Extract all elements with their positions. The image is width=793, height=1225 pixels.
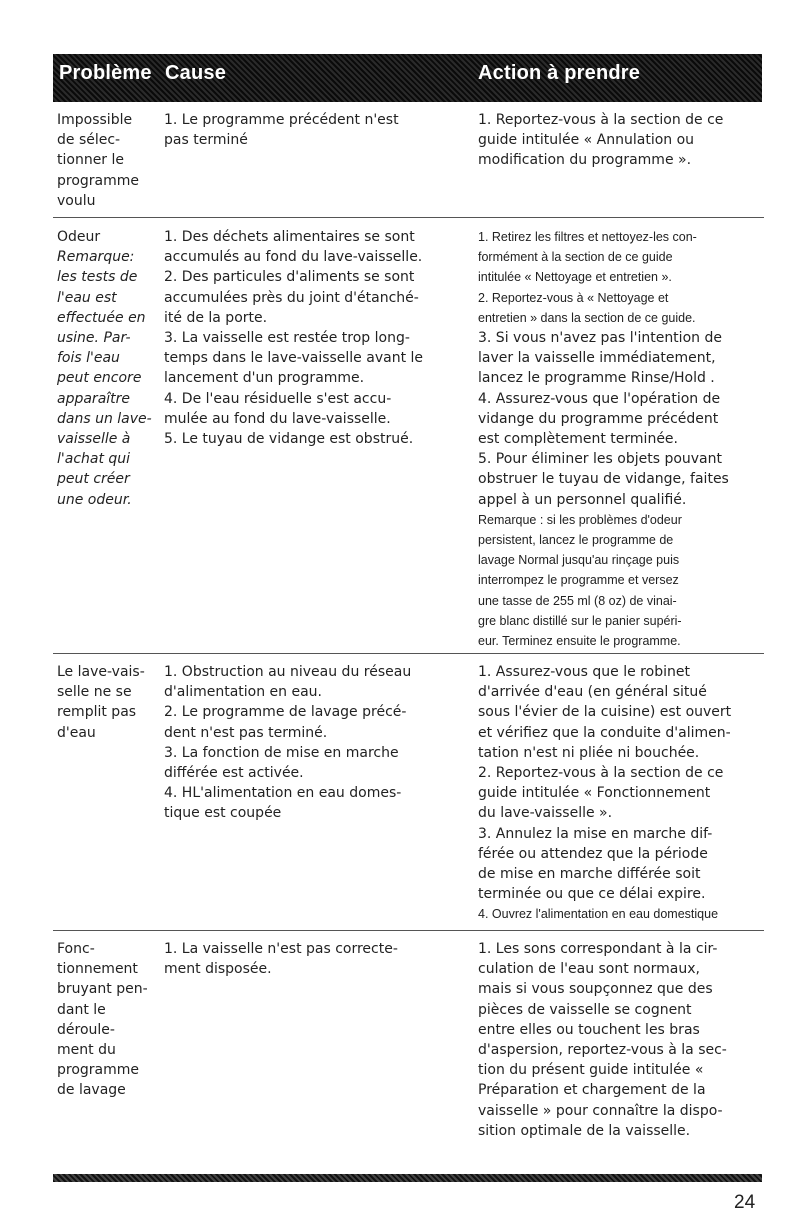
text-line: 1. La vaisselle n'est pas correcte- (164, 941, 398, 957)
text-line: Remarque: (57, 249, 135, 266)
text-line: 1. Retirez les filtres et nettoyez-les con- (478, 230, 697, 244)
text-line: guide intitulée « Fonctionnement (478, 785, 711, 802)
text-line: vaisselle à (57, 431, 131, 448)
text-line: de mise en marche différée soit (478, 866, 701, 883)
text-line: 2. Des particules d'aliments se sont (164, 269, 415, 286)
text-line: férée ou attendez que la période (478, 845, 708, 862)
row3-action (478, 662, 768, 925)
text-line: d'arrivée d'eau (en général situé (478, 684, 707, 701)
row2-cause (164, 227, 472, 449)
text-line: d'alimentation en eau. (164, 684, 323, 701)
text-line: lavage Normal jusqu'au rinçage puis (478, 553, 680, 568)
text-line: 3. Si vous n'avez pas l'intention de (478, 330, 722, 347)
row2-problem (57, 227, 153, 510)
text-line: gre blanc distillé sur le panier supéri- (478, 613, 682, 628)
text-line: pas terminé (164, 132, 248, 149)
text-line: l'achat qui (57, 451, 131, 468)
text-line: apparaître (57, 390, 131, 407)
text-line: 2. Le programme de lavage précé- (164, 704, 407, 721)
text-line: tion du présent guide intitulée « (478, 1062, 704, 1079)
row4-action (478, 939, 768, 1141)
text-line: guide intitulée « Annulation ou (478, 132, 695, 149)
row-separator (53, 930, 764, 931)
text-line: fois l'eau (57, 350, 120, 367)
text-line: 3. Annulez la mise en marche dif- (478, 825, 713, 842)
text-line: dans un lave- (57, 410, 152, 427)
text-line: remplit pas (57, 704, 137, 721)
header-problem: Problème (59, 62, 152, 84)
text-line: 4. Assurez-vous que l'opération de (478, 390, 721, 407)
text-line: tionnement (57, 961, 138, 978)
text-line: laver la vaisselle immédiatement, (478, 350, 716, 367)
text-line: programme (57, 172, 140, 189)
text-line: effectuée en (57, 309, 146, 326)
text-line: 4. Ouvrez l'alimentation en eau domestique (478, 907, 719, 922)
row1-action (478, 110, 768, 171)
text-line: déroule- (57, 1021, 115, 1038)
text-line: persistent, lancez le programme de (478, 533, 674, 548)
text-line: 1. Reportez-vous à la section de ce (478, 112, 724, 128)
text-line: ment disposée. (164, 961, 272, 978)
text-line: 2. Reportez-vous à « Nettoyage et (478, 290, 669, 305)
text-line: 1. Obstruction au niveau du réseau (164, 664, 412, 680)
row-separator (53, 653, 764, 654)
page-number: 24 (734, 1192, 756, 1213)
header-cause: Cause (165, 62, 227, 84)
text-line: les tests de (57, 269, 138, 286)
text-line: peut créer (57, 471, 130, 488)
text-line: 5. Pour éliminer les objets pouvant (478, 451, 722, 468)
text-line: sition optimale de la vaisselle. (478, 1122, 691, 1139)
text-line: l'eau est (57, 289, 117, 306)
text-line: tation n'est ni pliée ni bouchée. (478, 744, 700, 761)
text-line: 3. La fonction de mise en marche (164, 744, 399, 761)
text-line: temps dans le lave-vaisselle avant le (164, 350, 424, 367)
text-line: ité de la porte. (164, 309, 268, 326)
text-line: du lave-vaisselle ». (478, 805, 613, 822)
text-line: 4. HL'alimentation en eau domes- (164, 785, 402, 802)
text-line: entre elles ou touchent les bras (478, 1021, 700, 1038)
text-line: est complètement terminée. (478, 431, 678, 448)
text-line: 1. Des déchets alimentaires se sont (164, 229, 415, 245)
text-line: tique est coupée (164, 805, 282, 822)
text-line: vaisselle » pour connaître la dispo- (478, 1102, 723, 1119)
text-line: dant le (57, 1001, 106, 1018)
row3-cause (164, 662, 472, 824)
text-line: mais si vous soupçonnez que des (478, 981, 713, 998)
text-line: entretien » dans la section de ce guide. (478, 310, 696, 325)
text-line: et vérifiez que la conduite d'alimen- (478, 724, 731, 741)
text-line: sous l'évier de la cuisine) est ouvert (478, 704, 732, 721)
text-line: d'aspersion, reportez-vous à la sec- (478, 1042, 727, 1059)
text-line: appel à un personnel qualifié. (478, 491, 687, 508)
text-line: 1. Le programme précédent n'est (164, 112, 399, 128)
text-line: terminée ou que ce délai expire. (478, 886, 706, 903)
row2-action (478, 227, 768, 651)
row1-cause (164, 110, 472, 150)
text-line: mulée au fond du lave-vaisselle. (164, 410, 391, 427)
text-line: différée est activée. (164, 765, 304, 782)
text-line: bruyant pen- (57, 981, 148, 998)
text-line: culation de l'eau sont normaux, (478, 961, 700, 978)
text-line: programme (57, 1062, 140, 1079)
text-line: usine. Par- (57, 330, 131, 347)
text-line: accumulées près du joint d'étanché- (164, 289, 419, 306)
text-line: Fonc- (57, 941, 95, 957)
text-line: Préparation et chargement de la (478, 1082, 706, 1099)
text-line: obstruer le tuyau de vidange, faites (478, 471, 729, 488)
row-separator (53, 217, 764, 218)
text-line: tionner le (57, 152, 125, 169)
text-line: lancez le programme Rinse/Hold . (478, 370, 715, 387)
text-line: une tasse de 255 ml (8 oz) de vinai- (478, 593, 677, 608)
text-line: d'eau (57, 724, 96, 741)
text-line: formément à la section de ce guide (478, 250, 673, 265)
text-line: ment du (57, 1042, 116, 1059)
text-line: 3. La vaisselle est restée trop long- (164, 330, 410, 347)
row3-problem (57, 662, 153, 743)
text-line: dent n'est pas terminé. (164, 724, 328, 741)
text-line: 2. Reportez-vous à la section de ce (478, 765, 724, 782)
text-line: interrompez le programme et versez (478, 573, 679, 588)
table-header-bar (53, 54, 762, 102)
text-line: Odeur (57, 229, 101, 245)
text-line: de sélec- (57, 132, 121, 149)
text-line: 4. De l'eau résiduelle s'est accu- (164, 390, 392, 407)
header-action: Action à prendre (478, 62, 641, 84)
row4-cause (164, 939, 472, 979)
text-line: 1. Assurez-vous que le robinet (478, 664, 690, 680)
text-line: accumulés au fond du lave-vaisselle. (164, 249, 423, 266)
text-line: intitulée « Nettoyage et entretien ». (478, 270, 672, 285)
text-line: voulu (57, 192, 96, 209)
text-line: une odeur. (57, 491, 132, 508)
text-line: Remarque : si les problèmes d'odeur (478, 512, 682, 527)
row1-problem (57, 110, 153, 211)
text-line: vidange du programme précédent (478, 410, 719, 427)
text-line: modification du programme ». (478, 152, 692, 169)
text-line: peut encore (57, 370, 142, 387)
table-bottom-bar (53, 1174, 762, 1182)
text-line: Impossible (57, 112, 133, 128)
text-line: 5. Le tuyau de vidange est obstrué. (164, 431, 414, 448)
text-line: lancement d'un programme. (164, 370, 365, 387)
text-line: pièces de vaisselle se cognent (478, 1001, 692, 1018)
text-line: selle ne se (57, 684, 132, 701)
text-line: 1. Les sons correspondant à la cir- (478, 941, 718, 957)
row4-problem (57, 939, 153, 1101)
text-line: eur. Terminez ensuite le programme. (478, 634, 681, 649)
text-line: de lavage (57, 1082, 126, 1099)
text-line: Le lave-vais- (57, 664, 145, 680)
